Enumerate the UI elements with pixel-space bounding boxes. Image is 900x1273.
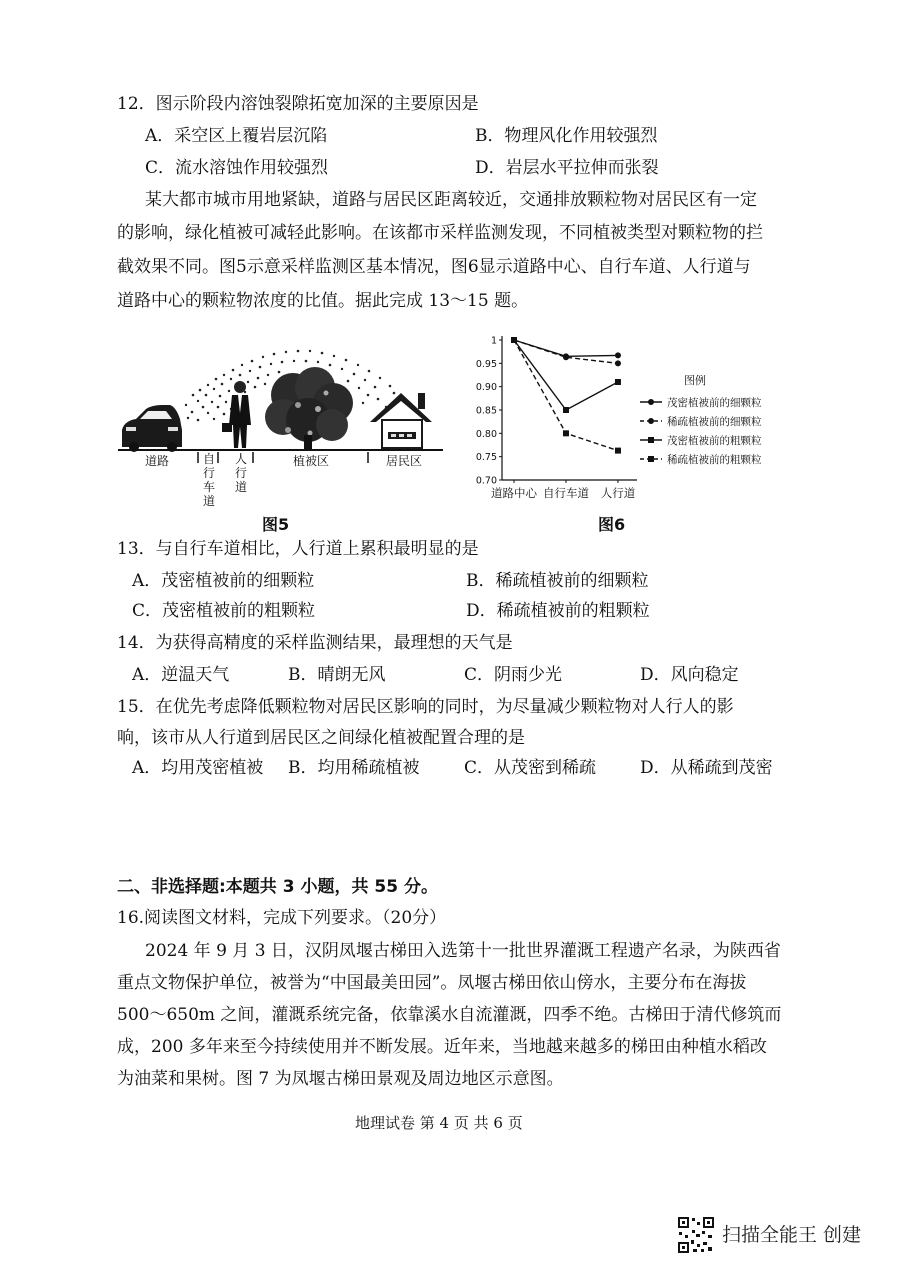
data-point [615,448,621,454]
legend-entry: 稀疏植被前的细颗粒 [667,416,762,428]
figure-5-illustration [118,335,448,510]
q12-stem: 12．图示阶段内溶蚀裂隙拓宽加深的主要原因是 [117,94,479,114]
fig5-label-res: 居民区 [386,454,423,468]
data-point [615,379,621,385]
q14-option-b: B．晴朗无风 [288,665,386,685]
q16-line-1: 2024 年 9 月 3 日，汉阴凤堰古梯田入选第十一批世界灌溉工程遗产名录，为陕西省 [145,941,781,961]
fig5-label-bike: 自行车道 [202,452,215,508]
q14-option-d: D．风向稳定 [640,665,739,685]
q13-option-b: B．稀疏植被前的细颗粒 [466,571,649,591]
watermark-text: 扫描全能王 创建 [722,1224,862,1246]
q16-stem: 16.阅读图文材料，完成下列要求。（20分） [117,908,447,928]
y-tick-label: 0.70 [475,475,497,487]
q15-option-b: B．均用稀疏植被 [288,758,420,778]
q16-line-2: 重点文物保护单位，被誉为“中国最美田园”。凤堰古梯田依山傍水，主要分布在海拔 [117,973,747,993]
figure-6 [462,328,792,510]
section-2-heading: 二、非选择题:本题共 3 小题，共 55 分。 [117,877,438,897]
figure-6-chart [462,328,792,510]
q14-option-a: A．逆温天气 [132,665,230,685]
y-tick-label: 0.80 [475,428,497,440]
q16-line-4: 成，200 多年来至今持续使用并不断发展。近年来，当地越来越多的梯田由种植水稻改 [117,1037,767,1057]
q15-stem-line-2: 响，该市从人行道到居民区之间绿化植被配置合理的是 [117,728,525,748]
data-point [511,337,517,343]
legend-entry: 稀疏植被前的粗颗粒 [667,454,762,466]
pedestrian-icon [222,381,251,448]
q15-option-c: C．从茂密到稀疏 [464,758,597,778]
fig5-label-veg: 植被区 [293,454,330,468]
data-point [563,407,569,413]
fig5-caption: 图5 [262,515,290,534]
fig5-label-road: 道路 [145,454,170,468]
y-tick-label: 0.90 [475,382,497,394]
q14-option-c: C．阴雨少光 [464,665,563,685]
y-tick-label: 0.75 [475,452,497,464]
data-point [615,352,621,358]
fig5-label-walk: 人行道 [234,452,247,494]
q16-line-5: 为油菜和果树。图 7 为凤堰古梯田景观及周边地区示意图。 [117,1069,564,1089]
legend-entry: 茂密植被前的粗颗粒 [667,435,762,447]
q13-option-d: D．稀疏植被前的粗颗粒 [466,601,650,621]
fig6-caption: 图6 [598,515,626,534]
q12-option-a: A．采空区上覆岩层沉陷 [145,126,328,146]
q12-option-b: B．物理风化作用较强烈 [475,126,658,146]
passage-line-1: 某大都市城市用地紧缺，道路与居民区距离较近，交通排放颗粒物对居民区有一定 [145,190,757,210]
y-tick-label: 1 [490,335,497,347]
car-icon [122,405,182,452]
vegetation-icon [265,367,353,450]
data-point [563,430,569,436]
q15-option-d: D．从稀疏到茂密 [640,758,773,778]
q14-stem: 14．为获得高精度的采样监测结果，最理想的天气是 [117,633,513,653]
legend-entry: 茂密植被前的细颗粒 [667,397,762,409]
q12-option-d: D．岩层水平拉伸而张裂 [475,158,659,178]
q15-stem-line-1: 15．在优先考虑降低颗粒物对居民区影响的同时，为尽量减少颗粒物对人行人的影 [117,697,734,717]
passage-line-3: 截效果不同。图5示意采样监测区基本情况，图6显示道路中心、自行车道、人行道与 [117,257,751,277]
legend-marker [648,437,654,443]
q15-option-a: A．均用茂密植被 [132,758,264,778]
q16-line-3: 500～650m 之间，灌溉系统完备，依靠溪水自流灌溉，四季不绝。古梯田于清代修筑而 [117,1005,782,1025]
page-footer: 地理试卷 第 4 页 共 6 页 [355,1114,523,1132]
figure-5 [118,335,448,510]
x-tick-label: 人行道 [600,486,636,500]
q13-stem: 13．与自行车道相比，人行道上累积最明显的是 [117,539,479,559]
legend-marker [648,418,654,424]
q12-option-c: C．流水溶蚀作用较强烈 [145,158,329,178]
data-point [563,354,569,360]
legend-marker [648,456,654,462]
x-tick-label: 道路中心 [491,486,537,500]
qr-code-icon [677,1216,715,1254]
passage-line-2: 的影响，绿化植被可减轻此影响。在该都市采样监测发现，不同植被类型对颗粒物的拦 [117,223,763,243]
passage-line-4: 道路中心的颗粒物浓度的比值。据此完成 13～15 题。 [117,291,529,311]
house-icon [370,393,432,448]
y-tick-label: 0.85 [475,405,497,417]
series-line [514,340,618,410]
x-tick-label: 自行车道 [542,486,589,500]
q13-option-a: A．茂密植被前的细颗粒 [132,571,315,591]
q13-option-c: C．茂密植被前的粗颗粒 [132,601,316,621]
legend-title: 图例 [684,374,706,387]
data-point [615,360,621,366]
y-tick-label: 0.95 [475,358,497,370]
legend-marker [648,399,654,405]
